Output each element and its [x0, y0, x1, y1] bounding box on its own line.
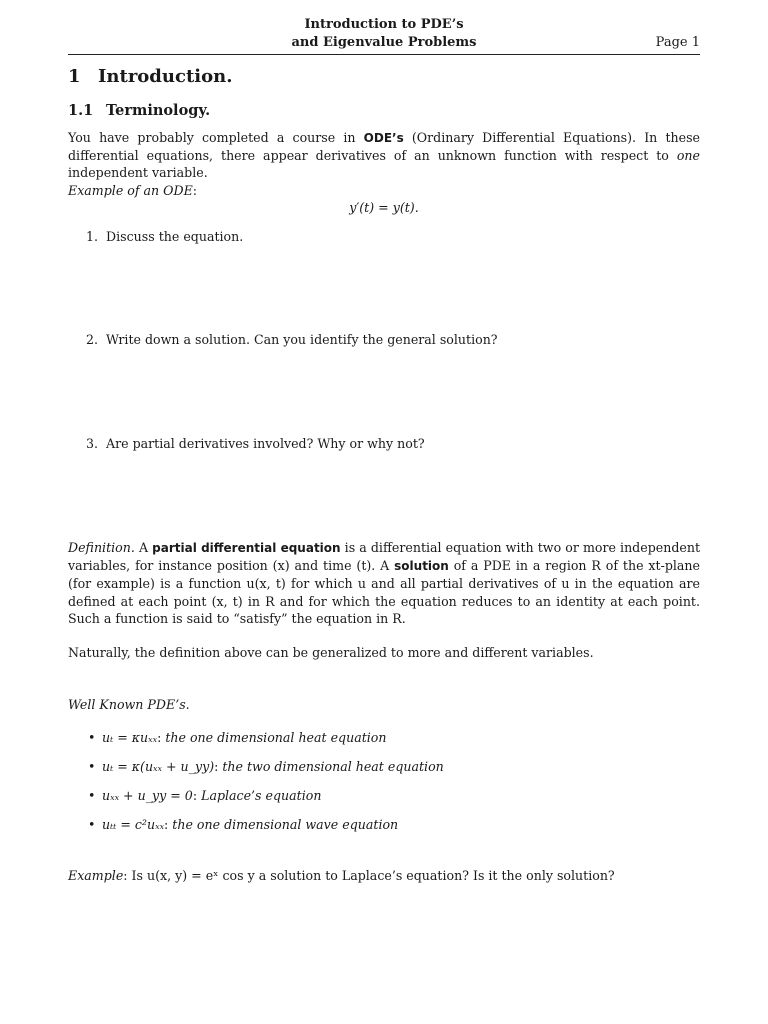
definition-label: Definition. [68, 540, 135, 555]
pde-equation: uₜ = κuₓₓ [102, 730, 158, 745]
pde-equation: uₓₓ + u_yy = 0 [102, 788, 193, 803]
section-number: 1 [68, 66, 81, 87]
pde-description: the one dimensional wave equation [172, 817, 399, 832]
definition-term-solution: solution [394, 559, 449, 574]
section-heading [68, 66, 232, 87]
pde-list-item: • uₜ = κ(uₓₓ + u_yy): the two dimensional heat equation [88, 759, 444, 774]
example-colon: : [123, 868, 128, 883]
intro-odes-term: ODE’s [363, 131, 404, 145]
intro-text-1: You have probably completed a course in [68, 130, 364, 145]
bullet-icon: • [88, 817, 96, 832]
pde-description: Laplace’s equation [201, 788, 322, 803]
pde-equation: uₜ = κ(uₓₓ + u_yy) [102, 759, 215, 774]
pde-description: the one dimensional heat equation [165, 730, 387, 745]
pde-list-item: • uₜ = κuₓₓ: the one dimensional heat equation [88, 730, 387, 745]
question-text: Discuss the equation. [106, 229, 244, 244]
document-title [0, 16, 768, 52]
header-rule [68, 54, 700, 55]
intro-text-2: (Ordinary Differential Equations). In these differential equations, there appear derivatives of an unknown function with respect to [68, 130, 700, 164]
subsection-heading [68, 102, 210, 119]
question-text: Are partial derivatives involved? Why or why not? [106, 436, 425, 451]
question-item [86, 229, 243, 244]
subsection-number: 1.1 [68, 102, 94, 119]
ode-equation: y′(t) = y(t). [349, 200, 419, 215]
intro-emphasis: one [676, 148, 700, 164]
intro-text-3: independent variable. [68, 165, 208, 181]
bullet-icon: • [88, 759, 96, 774]
bullet-icon: • [88, 788, 96, 803]
section-title: Introduction. [98, 66, 233, 87]
pde-description: the two dimensional heat equation [222, 759, 444, 774]
definition-text-2: is a differential equation with two or more independent variables, for instance position (x) and time (t). A [68, 540, 701, 574]
pde-equation: uₜₜ = c²uₓₓ [102, 817, 165, 832]
bullet-icon: • [88, 730, 96, 745]
question-text: Write down a solution. Can you identify the general solution? [106, 332, 498, 347]
example-text: Is u(x, y) = eˣ cos y a solution to Laplace’s equation? Is it the only solution? [127, 868, 615, 883]
definition-text-3: of a PDE in a region R of the xt-plane (for example) is a function u(x, t) for which u and all partial derivatives of u in the equation are defined at each point (x, t) in R and for which the equation reduces to an identity at each point. Such a function is said to “satisfy” the equation in R. [68, 558, 700, 626]
title-line-2: and Eigenvalue Problems [291, 35, 477, 50]
question-item [86, 436, 425, 451]
ode-example-label [68, 182, 700, 199]
subsection-title: Terminology. [106, 102, 211, 119]
definition-text-1: A [134, 540, 153, 555]
ode-example-label-text: Example of an ODE [68, 183, 193, 198]
definition-paragraph [68, 539, 700, 627]
ode-example-colon: : [192, 183, 198, 198]
example-label: Example [68, 868, 124, 883]
title-line-1: Introduction to PDE’s [304, 17, 464, 32]
known-pdes-heading: Well Known PDE’s. [68, 697, 190, 712]
definition-term-pde: partial differential equation [152, 541, 341, 555]
pde-list-item: • uₜₜ = c²uₓₓ: the one dimensional wave equation [88, 817, 399, 832]
question-number: 2. [86, 332, 99, 347]
intro-paragraph [68, 129, 700, 182]
laplace-example [68, 867, 700, 884]
generalize-paragraph: Naturally, the definition above can be generalized to more and different variables. [68, 645, 594, 660]
page-number: Page 1 [655, 35, 700, 50]
question-item [86, 332, 498, 347]
question-number: 3. [86, 436, 99, 451]
pde-list-item: • uₓₓ + u_yy = 0: Laplace’s equation [88, 788, 322, 803]
question-number: 1. [86, 229, 99, 244]
